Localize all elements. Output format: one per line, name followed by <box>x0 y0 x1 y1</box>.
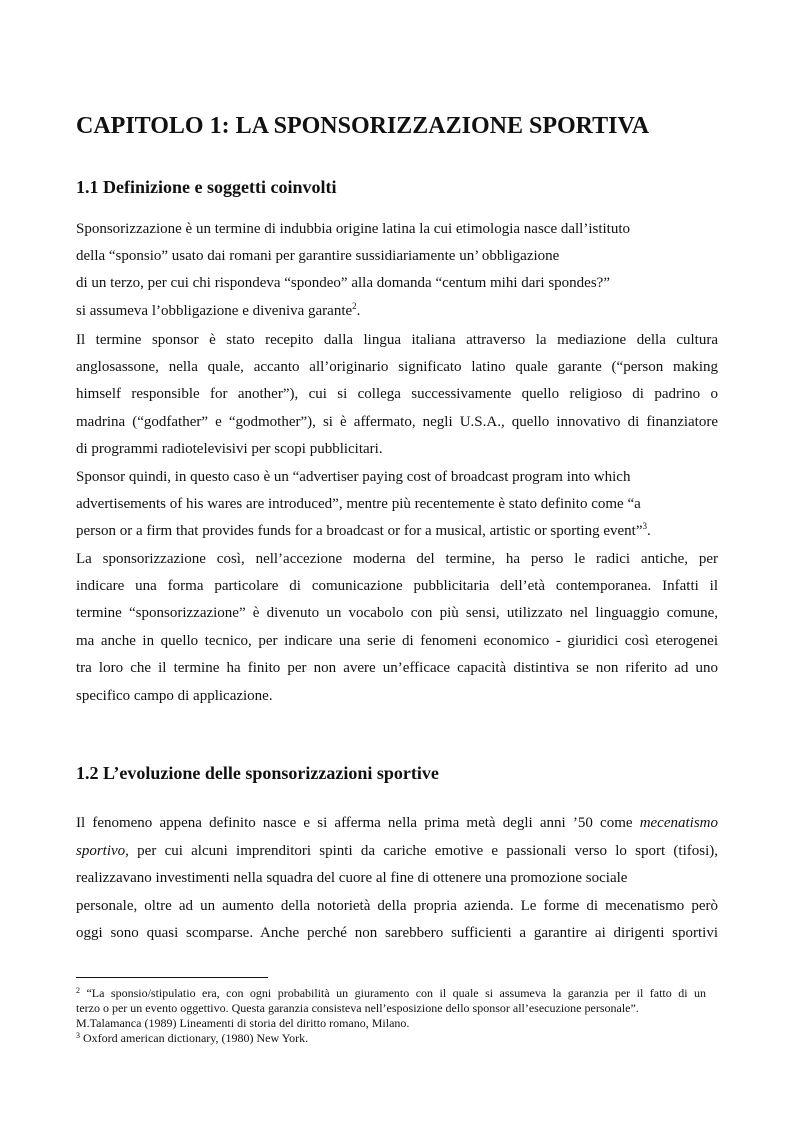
paragraph-line: tra loro che il termine ha finito per non avere un’efficace capacità distintiva se non riferito ad uno <box>76 660 718 676</box>
paragraph-line: La sponsorizzazione così, nell’accezione moderna del termine, ha perso le radici antiche, per <box>76 551 718 567</box>
paragraph-line: advertisements of his wares are introduced”, mentre più recentemente è stato definito come “a <box>76 496 641 512</box>
paragraph-line <box>76 842 718 860</box>
footnote-ref-3[interactable]: 3 <box>642 521 647 531</box>
footnote-text: Oxford american dictionary, (1980) New York. <box>80 1031 309 1045</box>
paragraph-line: Sponsor quindi, in questo caso è un “advertiser paying cost of broadcast program into which <box>76 469 631 485</box>
footnote-2-line: terzo o per un evento oggettivo. Questa garanzia consisteva nell’esposizione dello sponsor all’esecuzione personale”. <box>76 1001 639 1015</box>
paragraph-line: Sponsorizzazione è un termine di indubbia origine latina la cui etimologia nasce dall’istituto <box>76 221 631 237</box>
section-title-1-1: 1.1 Definizione e soggetti coinvolti <box>76 177 337 197</box>
paragraph-line: Il termine sponsor è stato recepito dalla lingua italiana attraverso la mediazione della cultura <box>76 332 718 348</box>
footnote-ref-2[interactable]: 2 <box>352 301 357 311</box>
paragraph-line: specifico campo di applicazione. <box>76 688 273 704</box>
footnote-3-line <box>76 1031 308 1045</box>
paragraph-line <box>76 814 718 832</box>
paragraph-line-text: si assumeva l’obbligazione e diveniva garante <box>76 303 353 319</box>
paragraph-line: realizzavano investimenti nella squadra del cuore al fine di ottenere una promozione sociale <box>76 870 628 886</box>
footnote-2-line: M.Talamanca (1989) Lineamenti di storia del diritto romano, Milano. <box>76 1016 410 1030</box>
paragraph-line-text: Il fenomeno appena definito nasce e si afferma nella prima metà degli anni ’50 come <box>76 815 640 831</box>
paragraph-line: termine “sponsorizzazione” è divenuto un vocabolo con più sensi, utilizzato nel linguaggio comune, <box>76 605 718 621</box>
paragraph-line <box>76 302 360 320</box>
paragraph-line: della “sponsio” usato dai romani per garantire sussidiariamente un’ obbligazione <box>76 248 560 264</box>
italic-term: sportivo, <box>76 843 129 859</box>
footnote-separator <box>76 977 268 978</box>
footnote-number-3: 3 <box>76 1031 80 1040</box>
paragraph-line-text: person or a firm that provides funds for a broadcast or for a musical, artistic or sporting event” <box>76 523 643 539</box>
footnote-number-2: 2 <box>76 986 80 995</box>
line-period: . <box>647 523 651 539</box>
italic-term: mecenatismo <box>639 815 718 831</box>
paragraph-line: oggi sono quasi scomparse. Anche perché non sarebbero sufficienti a garantire ai dirigenti sportivi <box>76 925 718 941</box>
paragraph-line: anglosassone, nella quale, accanto all’originario significato latino quale garante (“person making <box>76 359 718 375</box>
section-title-1-2: 1.2 L’evoluzione delle sponsorizzazioni sportive <box>76 763 439 783</box>
footnote-2-line <box>76 986 706 1000</box>
paragraph-line: ma anche in quello tecnico, per indicare una serie di fenomeni economico - giuridici così eterogenei <box>76 633 718 649</box>
paragraph-line: himself responsible for another”), cui si collega successivamente quello religioso di padrino o <box>76 386 718 402</box>
footnote-text: “La sponsio/stipulatio era, con ogni probabilità un giuramento con il quale si assumeva la garanzia per il fatto di un <box>80 986 706 1000</box>
paragraph-line: madrina (“godfather” e “godmother”), si è affermato, negli U.S.A., quello innovativo di finanziatore <box>76 414 718 430</box>
paragraph-line: di un terzo, per cui chi rispondeva “spondeo” alla domanda “centum mihi dari spondes?” <box>76 275 610 291</box>
chapter-title: CAPITOLO 1: LA SPONSORIZZAZIONE SPORTIVA <box>76 113 650 139</box>
paragraph-line: di programmi radiotelevisivi per scopi pubblicitari. <box>76 441 383 457</box>
paragraph-line-text: per cui alcuni imprenditori spinti da cariche emotive e passionali verso lo sport (tifosi), <box>128 843 718 859</box>
paragraph-line: indicare una forma particolare di comunicazione pubblicitaria dell’età contemporanea. Infatti il <box>76 578 718 594</box>
paragraph-line <box>76 522 651 540</box>
paragraph-line: personale, oltre ad un aumento della notorietà della propria azienda. Le forme di mecenatismo però <box>76 898 718 914</box>
line-period: . <box>356 303 361 319</box>
